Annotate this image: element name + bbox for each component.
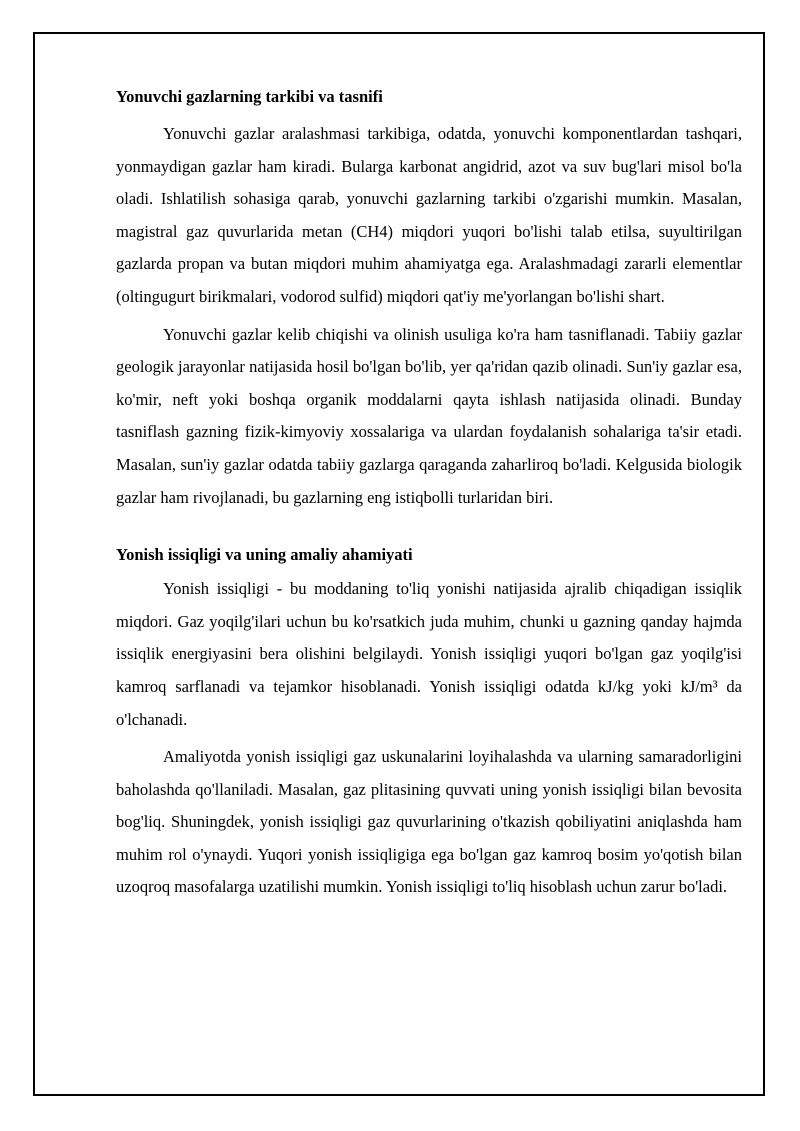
section-composition: [116, 86, 742, 514]
section-heading: Yonuvchi gazlarning tarkibi va tasnifi: [116, 87, 383, 106]
paragraph: Yonuvchi gazlar aralashmasi tarkibiga, odatda, yonuvchi komponentlardan tashqari, yonmaydigan gazlar ham kiradi. Bularga karbonat angidrid, azot va suv bug'lari misol bo'la oladi. Ishlatilish sohasiga qarab, yonuvchi gazlarning tarkibi o'zgarishi mumkin. Masalan, magistral gaz quvurlarida metan (CH4) miqdori yuqori bo'lishi talab etilsa, suyultirilgan gazlarda propan va butan miqdori muhim ahamiyatga ega. Aralashmadagi zararli elementlar (oltingugurt birikmalari, vodorod sulfid) miqdori qat'iy me'yorlangan bo'lishi shart.: [116, 124, 742, 306]
paragraph: Amaliyotda yonish issiqligi gaz uskunalarini loyihalashda va ularning samaradorligini baholashda qo'llaniladi. Masalan, gaz plitasining quvvati uning yonish issiqligi bilan bevosita bog'liq. Shuningdek, yonish issiqligi gaz quvurlarining o'tkazish qobiliyatini aniqlashda ham muhim rol o'ynaydi. Yuqori yonish issiqligiga ega bo'lgan gaz kamroq bosim yo'qotish bilan uzoqroq masofalarga uzatilishi mumkin. Yonish issiqligi to'liq hisoblash uchun zarur bo'ladi.: [116, 747, 742, 897]
document-body: [116, 86, 742, 909]
paragraph: Yonish issiqligi - bu moddaning to'liq yonishi natijasida ajralib chiqadigan issiqlik miqdori. Gaz yoqilg'ilari uchun bu ko'rsatkich juda muhim, chunki u gazning qanday hajmda issiqlik energiyasini bera olishini belgilaydi. Yonish issiqligi yuqori bo'lgan gaz yoqilg'isi kamroq sarflanadi va tejamkor hisoblanadi. Yonish issiqligi odatda kJ/kg yoki kJ/m³ da o'lchanadi.: [116, 579, 742, 729]
section-heading: Yonish issiqligi va uning amaliy ahamiyati: [116, 545, 413, 565]
paragraph: Yonuvchi gazlar kelib chiqishi va olinish usuliga ko'ra ham tasniflanadi. Tabiiy gazlar geologik jarayonlar natijasida hosil bo'lgan bo'lib, yer qa'ridan qazib olinadi. Sun'iy gazlar esa, ko'mir, neft yoki boshqa organik moddalarni qayta ishlash natijasida olinadi. Bunday tasniflash gazning fizik-kimyoviy xossalariga va ulardan foydalanish sohalariga ta'sir etadi. Masalan, sun'iy gazlar odatda tabiiy gazlarga qaraganda zaharliroq bo'ladi. Kelgusida biologik gazlar ham rivojlanadi, bu gazlarning eng istiqbolli turlaridan biri.: [116, 324, 742, 507]
section-heat-of-combustion: [116, 544, 742, 904]
